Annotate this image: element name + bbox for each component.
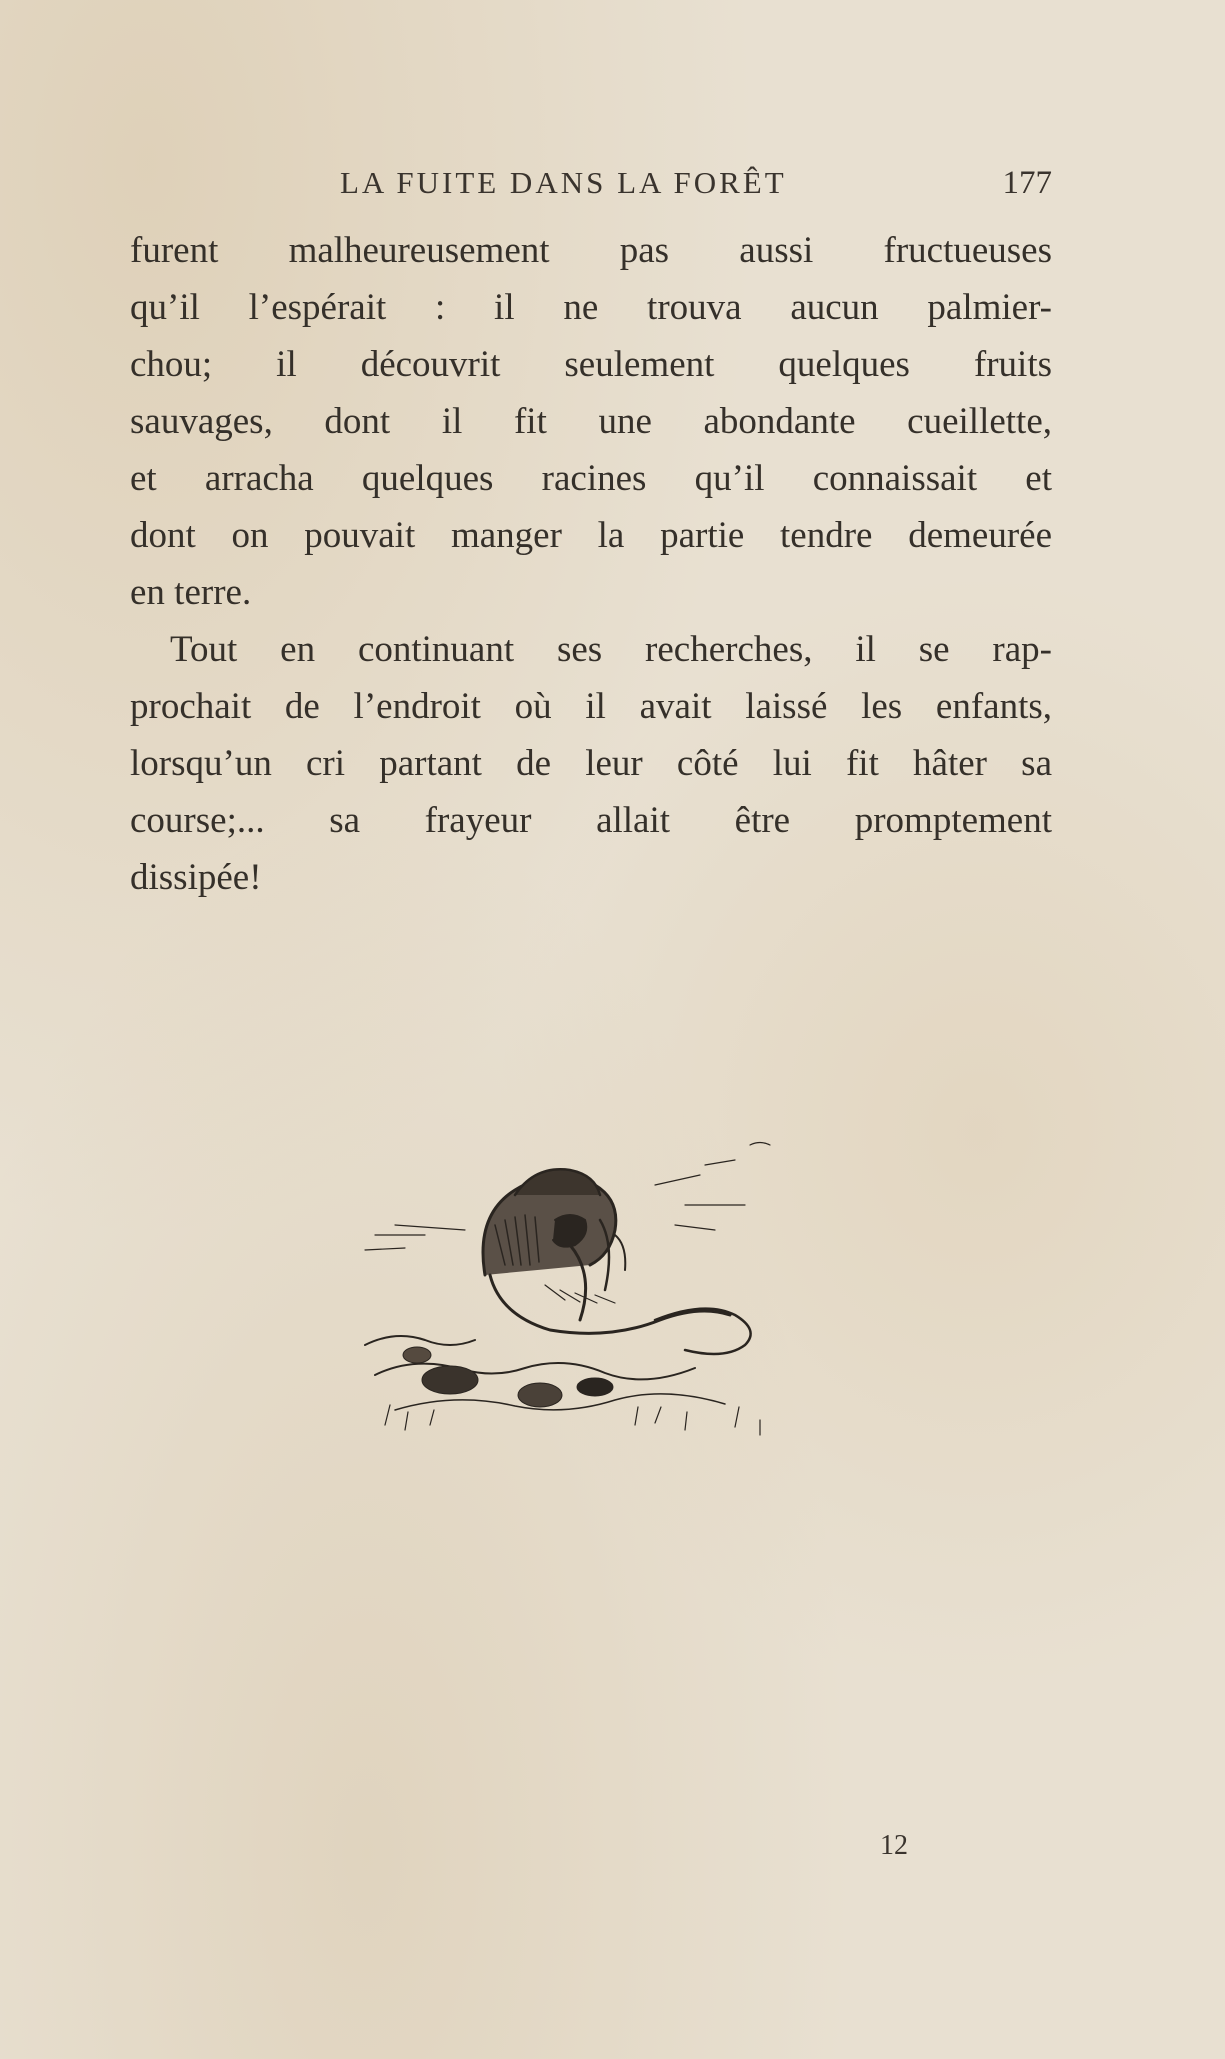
text-line: dissipée! <box>130 857 262 898</box>
text-line: furent malheureusement pas aussi fructueuses <box>130 230 1052 271</box>
text-line: qu’il l’espérait : il ne trouva aucun palmier- <box>130 287 1052 328</box>
monkey-vignette-icon <box>355 1125 795 1445</box>
running-title: LA FUITE DANS LA FORÊT <box>340 165 787 200</box>
paragraph-2 <box>130 621 1052 906</box>
text-line: lorsqu’un cri partant de leur côté lui fit hâter sa <box>130 743 1052 784</box>
text-line: Tout en continuant ses recherches, il se rap- <box>170 629 1052 670</box>
paragraph-1 <box>130 222 1052 621</box>
text-line: sauvages, dont il fit une abondante cueillette, <box>130 401 1052 442</box>
text-line: dont on pouvait manger la partie tendre demeurée <box>130 515 1052 556</box>
running-head <box>130 165 1052 205</box>
signature-mark: 12 <box>880 1830 908 1861</box>
text-line: chou; il découvrit seulement quelques fruits <box>130 344 1052 385</box>
page-number: 177 <box>1002 165 1052 201</box>
text-line: course;... sa frayeur allait être promptement <box>130 800 1052 841</box>
body-text <box>130 222 1052 906</box>
text-line: et arracha quelques racines qu’il connaissait et <box>130 458 1052 499</box>
text-line: en terre. <box>130 572 252 613</box>
text-line: prochait de l’endroit où il avait laissé les enfants, <box>130 686 1052 727</box>
